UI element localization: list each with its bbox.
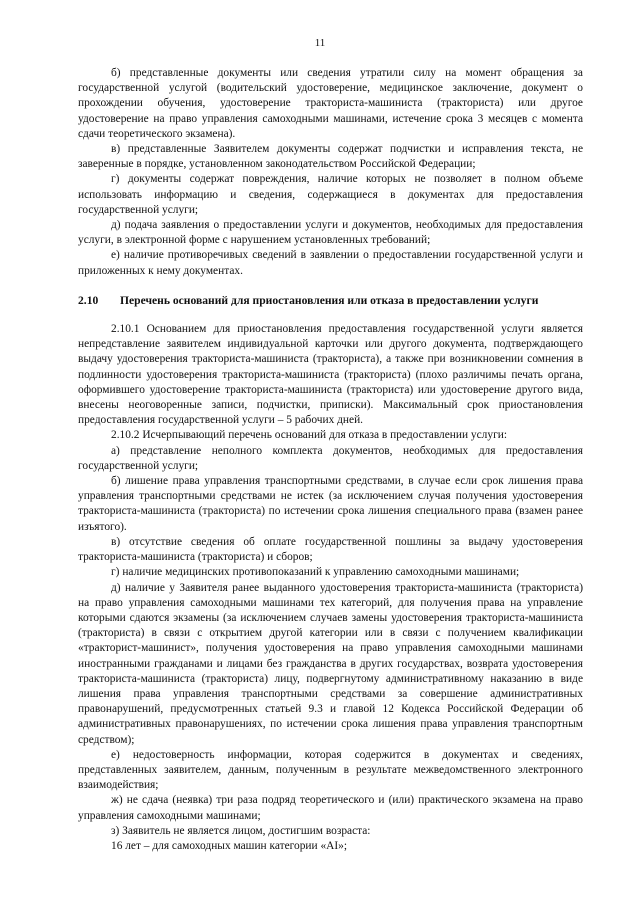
section-number: 2.10 <box>78 293 99 307</box>
paragraph-d-existing-license: д) наличие у Заявителя ранее выданного удостоверения тракториста-машиниста (тракториста) на право управления самоходными машинами тех категорий, для получения права на управление которыми сдаются экзамены (за исключением случаев замены удостоверения тракториста-машиниста (тракториста) в связи с открытием другой категории или в связи с получением квалификации «тракторист-машинист», получения удостоверения на право управления самоходными машинами иностранными гражданами и лицами без гражданства в других государствах, возврата удостоверения тракториста-машиниста (тракториста) лицу, подвергнутому административному наказанию в виде лишения права управления транспортными средствами за совершение административных правонарушений, предусмотренных статьей 9.3 и главой 12 Кодекса Российской Федерации об административных правонарушениях, по истечении срока лишения права управления транспортным средством); <box>78 581 583 746</box>
paragraph-d-electronic-filing: д) подача заявления о предоставлении услуги и документов, необходимых для предоставления услуги, в электронной форме с нарушением установленных требований; <box>78 219 583 247</box>
paragraph-g-damaged-documents: г) документы содержат повреждения, наличие которых не позволяет в полном объеме использовать информацию и сведения, содержащиеся в документах для предоставления государственной услуги; <box>78 173 583 216</box>
paragraph-2-10-1: 2.10.1 Основанием для приостановления предоставления государственной услуги является непредставление заявителем индивидуальной карточки или другого документа, подтверждающего выдачу удостоверения тракториста-машиниста (тракториста), а также при возникновении сомнения в подлинности удостоверения тракториста-машиниста (тракториста) (плохо различимы печать органа, оформившего удостоверение тракториста-машиниста (тракториста) или удостоверение другого вида, внесены неоговоренные записи, подчистки, приписки). Максимальный срок приостановления предоставления государственной услуги – 5 рабочих дней. <box>78 323 583 427</box>
paragraph-v-corrections: в) представленные Заявителем документы содержат подчистки и исправления текста, не заверенные в порядке, установленном законодательством Российской Федерации; <box>78 143 583 171</box>
paragraph-v-fee-missing: в) отсутствие сведения об оплате государственной пошлины за выдачу удостоверения тракториста-машиниста (тракториста) и сборов; <box>78 535 583 564</box>
paragraph-a-incomplete: а) представление неполного комплекта документов, необходимых для предоставления государственной услуги; <box>78 444 583 472</box>
section-title: Перечень оснований для приостановления или отказа в предоставлении услуги <box>120 293 539 307</box>
paragraphs-before <box>78 66 583 279</box>
paragraph-b-invalid-documents: б) представленные документы или сведения утратили силу на момент обращения за государственной услугой (водительский удостоверение, медицинское заключение, документ о прохождении обучения, удостоверение тракториста-машиниста (тракториста) или другое удостоверение на право управления самоходными машинами, истечение срока 3 месяцев с момента сдачи теоретического экзамена). <box>78 67 583 140</box>
document-body <box>78 66 583 854</box>
paragraph-e-contradictions: е) наличие противоречивых сведений в заявлении о предоставлении государственной услуги и приложенных к нему документах. <box>78 249 583 277</box>
paragraphs-after <box>78 322 583 854</box>
paragraph-e-inaccuracy: е) недостоверность информации, которая содержится в документах и сведениях, представленных заявителем, данным, полученным в результате межведомственного электронного взаимодействия; <box>78 748 583 792</box>
paragraph-z-age: з) Заявитель не является лицом, достигшим возраста: <box>111 824 371 837</box>
page-number: 11 <box>314 37 326 49</box>
paragraph-g-medical: г) наличие медицинских противопоказаний к управлению самоходными машинами; <box>111 566 520 579</box>
section-heading <box>78 293 583 308</box>
paragraph-2-10-2: 2.10.2 Исчерпывающий перечень оснований для отказа в предоставлении услуги: <box>111 429 507 442</box>
paragraph-b-license-deprivation: б) лишение права управления транспортными средствами, в случае если срок лишения права управления транспортными средствами не истек (за исключением случая получения удостоверения тракториста-машиниста (тракториста) по истечении срока лишения специального права (взамен ранее изъятого). <box>78 475 583 533</box>
paragraph-age-16: 16 лет – для самоходных машин категории «AI»; <box>111 839 348 852</box>
paragraph-zh-exam-failure: ж) не сдача (неявка) три раза подряд теоретического и (или) практического экзамена на право управления самоходными машинами; <box>78 794 583 822</box>
